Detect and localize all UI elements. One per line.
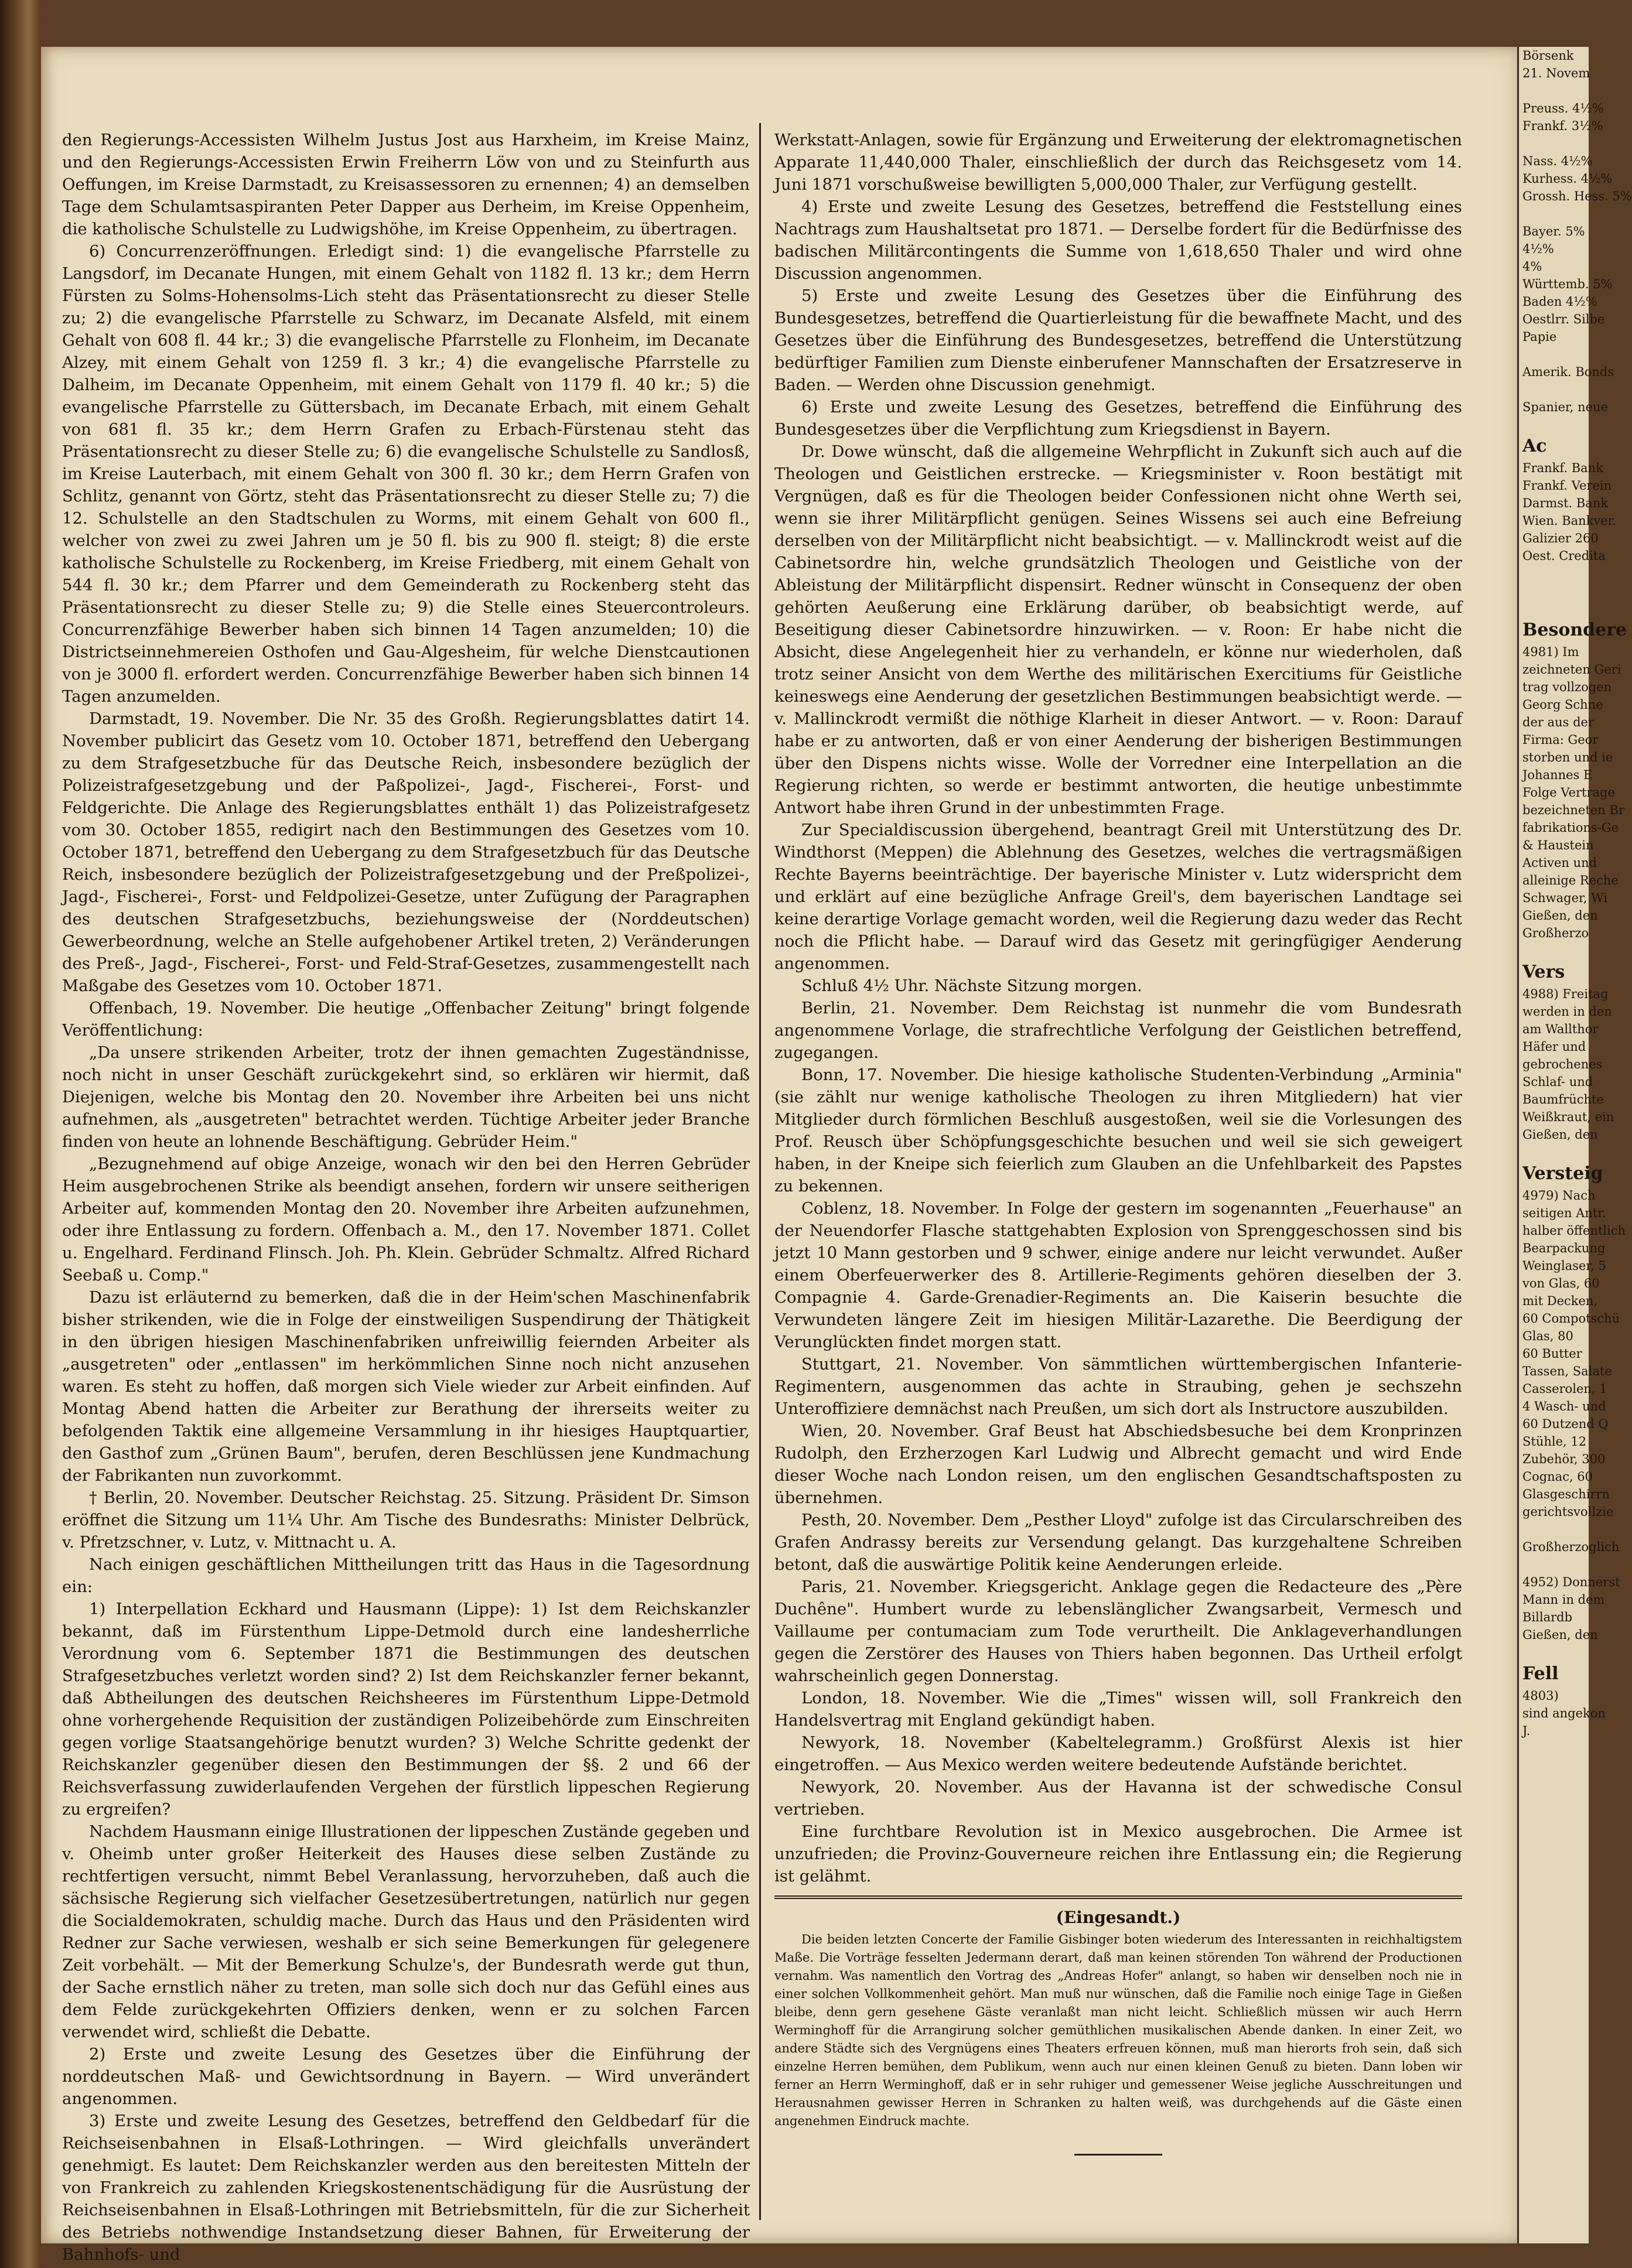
- adjacent-page-fragment: gerichtsvollzie: [1522, 1505, 1614, 1519]
- article-paragraph: Pesth, 20. November. Dem „Pesther Lloyd" zufolge ist das Circularschreiben des Grafen Andrassy bereits zur Versendung gelangt. Das kurzgehaltene Schreiben betont, daß die auswärtige Politik keine Aenderungen erleide.: [774, 1511, 1462, 1574]
- adjacent-page-fragment: Baumfrüchte: [1522, 1092, 1604, 1106]
- adjacent-page-fragment: [1519, 82, 1589, 100]
- adjacent-page-fragment: Frankf. 3½%: [1522, 119, 1603, 133]
- adjacent-page-fragment: Firma: Geor: [1522, 733, 1599, 747]
- article-paragraph: Eine furchtbare Revolution ist in Mexico ausgebrochen. Die Armee ist unzufrieden; die Provinz-Gouverneure reichen ihre Entlassung ein; die Regierung ist gelähmt.: [774, 1822, 1462, 1886]
- adjacent-page-fragment: Versteig: [1522, 1163, 1603, 1184]
- adjacent-page-fragment: trag vollzogen: [1522, 680, 1612, 694]
- adjacent-page-fragment: mit Decken,: [1522, 1294, 1598, 1308]
- adjacent-page-fragment: Grossh. Hess. 5%: [1522, 189, 1632, 203]
- adjacent-page-fragment: J.: [1522, 1724, 1531, 1738]
- adjacent-page-fragment: & Haustein: [1522, 838, 1594, 852]
- article-paragraph: Dazu ist erläuternd zu bemerken, daß die in der Heim'schen Maschinenfabrik bisher strikenden, wie die in Folge der einstweiligen Suspendirung der Thätigkeit in den übrigen hiesigen Maschinenfabriken unfreiwillig feiernden Arbeiter als „ausgetreten" oder „entlassen" im herkömmlichen Sinne noch nicht anzusehen waren. Es steht zu hoffen, daß morgen sich Viele wieder zur Arbeit einfinden. Auf Montag Abend hatten die Arbeiter zur Berathung der ihrerseits weiter zu befolgenden Taktik eine allgemeine Versammlung in ihr hiesiges Hauptquartier, den Gasthof zum „Grünen Baum", berufen, deren Beschlüssen jene Kundmachung der Fabrikanten nun zuvorkommt.: [62, 1288, 750, 1485]
- adjacent-page-fragment: Kurhess. 4½%: [1522, 172, 1613, 186]
- adjacent-page-fragment: werden in den: [1522, 1005, 1612, 1019]
- adjacent-page-fragment: [1519, 381, 1589, 398]
- adjacent-page-fragment: [1519, 346, 1589, 363]
- adjacent-page-fragment: Bayer. 5%: [1522, 224, 1585, 238]
- adjacent-page-fragment: halber öffentlich: [1522, 1224, 1626, 1238]
- adjacent-page-fragment: Weißkraut, ein: [1522, 1110, 1614, 1124]
- article-paragraph: Offenbach, 19. November. Die heutige „Offenbacher Zeitung" bringt folgende Veröffentlichung:: [62, 999, 750, 1040]
- eingesandt-section: [774, 1931, 1462, 2130]
- adjacent-page-fragment: Bearpackung: [1522, 1241, 1606, 1255]
- article-paragraph: London, 18. November. Wie die „Times" wissen will, soll Frankreich den Handelsvertrag mit England gekündigt haben.: [774, 1689, 1462, 1730]
- article-paragraph: Dr. Dowe wünscht, daß die allgemeine Wehrpflicht in Zukunft sich auch auf die Theologen und Geistlichen erstrecke. — Kriegsminister v. Roon bestätigt mit Vergnügen, daß es für die Theologen beider Confessionen nicht ohne Werth sei, wenn sie ihrer Militärpflicht genügen. Seines Wissens sei auch eine Befreiung derselben von der Militärpflicht nicht beabsichtigt. — v. Mallinckrodt weist auf die Cabinetsordre hin, welche grundsätzlich Theologen und Geistliche von der Ableistung der Militärpflicht dispensirt. Redner wünscht in Consequenz der oben gehörten Aeußerung eine Erklärung darüber, ob beabsichtigt werde, auf Beseitigung dieser Cabinetsordre hinzuwirken. — v. Roon: Er habe nicht die Absicht, diese Angelegenheit hier zu verhandeln, er könne nur wiederholen, daß trotz seiner Ansicht von dem Werthe des militärischen Exercitiums für Geistliche keineswegs eine Aenderung der gesetzlichen Bestimmungen beabsichtigt werde. — v. Mallinckrodt vermißt die nöthige Klarheit in dieser Antwort. — v. Roon: Darauf habe er zu antworten, daß er von einer Aenderung der bisherigen Bestimmungen über den Dispens nichts wisse. Wolle der Vorredner eine Interpellation an die Regierung richten, so werde er bestimmt antworten, die heutige unbestimmte Antwort habe ihren Grund in der unbestimmten Frage.: [774, 442, 1462, 817]
- adjacent-page-fragment: bezeichneten Br: [1522, 803, 1624, 817]
- adjacent-page-fragment: Folge Vertrage: [1522, 785, 1615, 800]
- adjacent-page-fragment: [1519, 565, 1589, 582]
- article-paragraph: 4) Erste und zweite Lesung des Gesetzes, betreffend die Feststellung eines Nachtrags zum Haushaltsetat pro 1871. — Derselbe fordert für die Bedürfnisse des badischen Militärcontingents die Summe von 1,618,650 Thaler und wird ohne Discussion angenommen.: [774, 197, 1462, 283]
- adjacent-page-fragment: Spanier, neue: [1522, 400, 1609, 414]
- adjacent-page-fragment: Nass. 4½%: [1522, 154, 1593, 168]
- article-paragraph: Coblenz, 18. November. In Folge der gestern im sogenannten „Feuerhause" an der Neuendorfer Flasche stattgehabten Explosion von Sprenggeschossen sind bis jetzt 10 Mann gestorben und 9 schwer, einige andere nur leicht verwundet. Außer einem Oberfeuerwerker des 8. Artillerie-Regiments gehören dieselben der 3. Compagnie 4. Garde-Grenadier-Regiments an. Die Kaiserin besuchte die Verwundeten längere Zeit im hiesigen Militär-Lazarethe. Die Beerdigung der Verunglückten findet morgen statt.: [774, 1199, 1462, 1351]
- adjacent-page-fragment: seitigen Antr.: [1522, 1206, 1606, 1220]
- adjacent-page-fragment: Großherzo: [1522, 926, 1589, 940]
- adjacent-page-fragment: Oestlrr. Silbe: [1522, 312, 1605, 326]
- adjacent-page-fragment: 4988) Freitag: [1522, 987, 1609, 1001]
- adjacent-page-fragment: gebrochenes: [1522, 1057, 1603, 1071]
- adjacent-page-fragment: Oest. Credita: [1522, 549, 1606, 563]
- adjacent-page-fragment: der aus der: [1522, 715, 1594, 729]
- article-paragraph: Darmstadt, 19. November. Die Nr. 35 des Großh. Regierungsblattes datirt 14. November publicirt das Gesetz vom 10. October 1871, betreffend den Uebergang zu dem Strafgesetzbuche für das Deutsche Reich, insbesondere bezüglich der Polizeistrafgesetzgebung und der Paßpolizei-, Jagd-, Fischerei-, Forst- und Feldgerichte. Die Anlage des Regierungsblattes enthält 1) das Polizeistrafgesetz vom 30. October 1855, redigirt nach den Bestimmungen des Gesetzes vom 10. October 1871, betreffend den Uebergang zu dem Strafgesetzbuch für das Deutsche Reich, insbesondere bezüglich der Polizeistrafgesetzgebung und der Preßpolizei-, Jagd-, Fischerei-, Forst- und Feldpolizei-Gesetze, unter Zufügung der Paragraphen des deutschen Strafgesetzbuchs, beziehungsweise der (Norddeutschen) Gewerbeordnung, welche an Stelle aufgehobener Artikel treten, 2) Veränderungen des Preß-, Jagd-, Fischerei-, Forst- und Feld-Straf-Gesetzes, zusammengestellt nach Maßgabe des Gesetzes vom 10. October 1871.: [62, 709, 750, 995]
- right-column: [774, 129, 1462, 2156]
- adjacent-page-fragment: alleinige Reche: [1522, 873, 1619, 887]
- adjacent-page-fragment: 4 Wasch- und: [1522, 1399, 1606, 1413]
- adjacent-page-fragment: Glas, 80: [1522, 1329, 1573, 1343]
- adjacent-page-fragment: Baden 4½%: [1522, 295, 1597, 309]
- article-paragraph: † Berlin, 20. November. Deutscher Reichstag. 25. Sitzung. Präsident Dr. Simson eröffnet die Sitzung um 11¼ Uhr. Am Tische des Bundesraths: Minister Delbrück, v. Pfretzschner, v. Lutz, v. Mittnacht u. A.: [62, 1488, 750, 1552]
- article-paragraph: den Regierungs-Accessisten Wilhelm Justus Jost aus Harxheim, im Kreise Mainz, und den Regierungs-Accessisten Erwin Freiherrn Löw von und zu Steinfurth aus Oeffungen, im Kreise Darmstadt, zu Kreisassessoren zu ernennen; 4) an demselben Tage dem Schulamtsaspiranten Peter Dapper aus Derheim, im Kreise Oppenheim, die katholische Schulstelle zu Ludwigshöhe, im Kreise Oppenheim, zu übertragen.: [62, 131, 750, 238]
- adjacent-page-fragment: Vers: [1522, 962, 1565, 982]
- adjacent-page-fragment: [1519, 600, 1589, 617]
- end-rule: [1074, 2154, 1162, 2156]
- adjacent-page-fragment: storben und ie: [1522, 750, 1613, 764]
- adjacent-page-fragment: 60 Compotschü: [1522, 1311, 1620, 1326]
- adjacent-page-fragment: 4½%: [1522, 242, 1554, 256]
- article-paragraph: 2) Erste und zweite Lesung des Gesetzes über die Einführung der norddeutschen Maß- und Gewichtsordnung in Bayern. — Wird unverändert angenommen.: [62, 2045, 750, 2108]
- adjacent-page-fragment: [1519, 1644, 1589, 1661]
- adjacent-page-fragment: Börsenk: [1522, 49, 1574, 63]
- adjacent-page-fragment: Mann in dem: [1522, 1593, 1605, 1607]
- adjacent-page-fragment: [1519, 135, 1589, 152]
- article-paragraph: Nach einigen geschäftlichen Mittheilungen tritt das Haus in die Tagesordnung ein:: [62, 1555, 750, 1596]
- eingesandt-heading: (Eingesandt.): [1056, 1908, 1181, 1927]
- article-paragraph: Zur Specialdiscussion übergehend, beantragt Greil mit Unterstützung des Dr. Windthorst (Meppen) die Ablehnung des Gesetzes, welches die vertragsmäßigen Rechte Bayerns beeinträchtige. Der bayerische Minister v. Lutz widerspricht dem und erklärt auf eine bezügliche Anfrage Greil's, dem bayerischen Landtage sei keine derartige Vorlage gemacht worden, weil die Regierung dazu weder das Recht noch die Pflicht habe. — Darauf wird das Gesetz mit geringfügiger Aenderung angenommen.: [774, 821, 1462, 973]
- left-column: [62, 129, 750, 2266]
- adjacent-page-fragment: Zubehör, 300: [1522, 1452, 1606, 1466]
- adjacent-page-fragment: Stühle, 12: [1522, 1434, 1587, 1449]
- adjacent-page-fragment: 4979) Nach: [1522, 1188, 1596, 1203]
- adjacent-page-fragment: Georg Schne: [1522, 698, 1603, 712]
- adjacent-page-fragment: [1519, 205, 1589, 223]
- adjacent-page-fragment: am Wallthor: [1522, 1022, 1599, 1036]
- adjacent-page-fragment: 4981) Im: [1522, 645, 1579, 659]
- adjacent-page-fragment: Besondere: [1522, 620, 1627, 640]
- adjacent-page-fragment: Württemb. 5%: [1522, 277, 1613, 291]
- adjacent-page-fragment: 4%: [1522, 259, 1542, 274]
- adjacent-page-fragment: Johannes E: [1522, 768, 1593, 782]
- adjacent-page-fragment: fabrikations-Ge: [1522, 821, 1619, 835]
- adjacent-page-fragment: von Glas, 60: [1522, 1276, 1600, 1290]
- adjacent-page-fragment: Fell: [1522, 1664, 1559, 1684]
- adjacent-page-fragment: Weinglaser, 5: [1522, 1259, 1606, 1273]
- article-paragraph: Bonn, 17. November. Die hiesige katholische Studenten-Verbindung „Arminia" (sie zählt nur wenige katholische Theologen zu ihren Mitgliedern) hat vier Mitglieder durch förmlichen Beschluß ausgestoßen, weil sie die Vorlesungen des Prof. Reusch über Schöpfungsgeschichte besuchen und weil sie sich geweigert haben, in der Kneipe sich feierlich zum Glauben an die Unfehlbarkeit des Papstes zu bekennen.: [774, 1065, 1462, 1196]
- adjacent-page-fragment: Tassen, Salate: [1522, 1364, 1612, 1378]
- article-paragraph: Wien, 20. November. Graf Beust hat Abschiedsbesuche bei dem Kronprinzen Rudolph, den Erzherzogen Karl Ludwig und Albrecht gemacht und wird Ende dieser Woche nach London reisen, um den englischen Gesandtschaftsposten zu übernehmen.: [774, 1422, 1462, 1507]
- column-divider: [759, 123, 761, 2220]
- adjacent-page-fragment: Activen und: [1522, 856, 1597, 870]
- adjacent-page-fragment: Schwager, Wi: [1522, 891, 1608, 905]
- article-paragraph: „Bezugnehmend auf obige Anzeige, wonach wir den bei den Herren Gebrüder Heim ausgebrochenen Strike als beendigt ansehen, fordern wir unsere seitherigen Arbeiter auf, kommenden Montag den 20. November ihre Arbeiten aufzunehmen, oder ihre Entlassung zu fordern. Offenbach a. M., den 17. November 1871. Collet u. Engelhard. Ferdinand Flinsch. Joh. Ph. Klein. Gebrüder Schmaltz. Alfred Richard Seebaß u. Comp.": [62, 1155, 750, 1285]
- article-paragraph: Paris, 21. November. Kriegsgericht. Anklage gegen die Redacteure des „Père Duchêne". Humbert wurde zu lebenslänglicher Zwangsarbeit, Vermesch und Vaillaume per contumaciam zum Tode verurtheilt. Die Anklageverhandlungen gegen die Zerstörer des Hauses von Thiers haben begonnen. Das Urtheil erfolgt wahrscheinlich gegen Donnerstag.: [774, 1577, 1462, 1685]
- adjacent-page-fragment: Amerik. Bonds: [1522, 365, 1614, 379]
- adjacent-page-fragment: Darmst. Bank: [1522, 496, 1609, 510]
- adjacent-page-fragment: Frankf. Verein: [1522, 479, 1612, 493]
- article-paragraph: Newyork, 20. November. Aus der Havanna ist der schwedische Consul vertrieben.: [774, 1778, 1462, 1819]
- article-paragraph: 6) Erste und zweite Lesung des Gesetzes, betreffend die Einführung des Bundesgesetzes über die Verpflichtung zum Kriegsdienst in Bayern.: [774, 398, 1462, 439]
- article-paragraph: 3) Erste und zweite Lesung des Gesetzes, betreffend den Geldbedarf für die Reichseisenbahnen in Elsaß-Lothringen. — Wird gleichfalls unverändert genehmigt. Es lautet: Dem Reichskanzler werden aus den bereitesten Mitteln der von Frankreich zu zahlenden Kriegskostenentschädigung für die Ausrüstung der Reichseisenbahnen in Elsaß-Lothringen mit Betriebsmitteln, für die zur Sicherheit des Betriebs nothwendige Instandsetzung dieser Bahnen, für Erweiterung der Bahnhofs- und: [62, 2112, 750, 2264]
- adjacent-page-fragment: 4952) Donnerst: [1522, 1575, 1620, 1589]
- adjacent-page-fragment: Preuss. 4½%: [1522, 101, 1604, 115]
- adjacent-page-fragment: Galizier 260: [1522, 531, 1599, 545]
- adjacent-page-fragment: Gießen, den: [1522, 1128, 1598, 1142]
- adjacent-page-fragment: [1519, 1556, 1589, 1573]
- adjacent-page-fragment: Billardb: [1522, 1610, 1573, 1624]
- adjacent-page-fragment: Gießen, den: [1522, 908, 1598, 923]
- adjacent-page-fragment: [1519, 416, 1589, 433]
- section-divider: [774, 1895, 1462, 1899]
- adjacent-page-edge: [1517, 47, 1632, 2243]
- adjacent-page-fragment: Häfer und: [1522, 1040, 1586, 1054]
- adjacent-page-fragment: zeichneten Geri: [1522, 662, 1621, 677]
- adjacent-page-fragment: Casserolen, 1: [1522, 1382, 1607, 1396]
- adjacent-page-fragment: [1519, 1521, 1589, 1538]
- adjacent-page-fragment: Cognac, 60: [1522, 1470, 1593, 1484]
- article-paragraph: 5) Erste und zweite Lesung des Gesetzes über die Einführung des Bundesgesetzes, betreffend die Quartierleistung für die bewaffnete Macht, und des Gesetzes über die Einführung des Bundesgesetzes, betreffend die Unterstützung bedürftiger Familien zum Dienste einberufener Mannschaften der Ersatzreserve in Baden. — Werden ohne Discussion genehmigt.: [774, 286, 1462, 394]
- article-paragraph: Schluß 4½ Uhr. Nächste Sitzung morgen.: [801, 976, 1142, 995]
- article-paragraph: Newyork, 18. November (Kabeltelegramm.) Großfürst Alexis ist hier eingetroffen. — Aus Mexico werden weitere bedeutende Aufstände berichtet.: [774, 1733, 1462, 1774]
- adjacent-page-fragment: Schlaf- und: [1522, 1075, 1593, 1089]
- adjacent-page-fragment: 60 Butter: [1522, 1347, 1582, 1361]
- adjacent-page-fragment: Großherzoglich: [1522, 1540, 1620, 1554]
- adjacent-page-fragment: Gießen, den: [1522, 1628, 1598, 1642]
- article-paragraph: 1) Interpellation Eckhard und Hausmann (Lippe): 1) Ist dem Reichskanzler bekannt, daß im Fürstenthum Lippe-Detmold durch eine landesherrliche Verordnung vom 6. September 1871 die Bestimmungen des deutschen Strafgesetzbuches verletzt worden sind? 2) Ist dem Reichskanzler ferner bekannt, daß Abtheilungen des deutschen Reichsheeres im Fürstenthum Lippe-Detmold ohne vorhergehende Requisition der zuständigen Polizeibehörde zum Einschreiten gegen vorlige Staatsangehörige benutzt wurden? 3) Welche Schritte gedenkt der Reichskanzler gegenüber diesen den Bestimmungen der §§. 2 und 66 der Reichsverfassung zuwiderlaufenden Vergehen der fürstlich lippeschen Regierung zu ergreifen?: [62, 1600, 750, 1819]
- adjacent-page-fragment: 21. Novem: [1522, 66, 1590, 80]
- newspaper-page: [41, 47, 1517, 2264]
- adjacent-page-fragment: [1519, 582, 1589, 600]
- eingesandt-text: Die beiden letzten Concerte der Familie Gisbinger boten wiederum des Interessanten in reichhaltigstem Maße. Die Vorträge fesselten Jedermann derart, daß man keinen störenden Ton während der Productionen vernahm. Was namentlich den Vortrag des „Andreas Hofer" anlangt, so haben wir denselben noch nie in einer solchen Vollkommenheit gehört. Man muß nur wünschen, daß die Familie noch einige Tage in Gießen bleibe, denn gern gesehene Gäste veranlaßt man nicht leicht. Schließlich müssen wir auch Herrn Werminghoff für die Arrangirung solcher gemüthlichen musikalischen Abende danken. In einer Zeit, wo andere Städte sich des Vergnügens eines Theaters erfreuen können, muß man hierorts froh sein, daß sich einzelne Herren bemühen, dem Publikum, wenn auch nur einen kleinen Genuß zu bieten. Dann loben wir ferner an Herrn Werminghoff, daß er in sehr ruhiger und gemessener Weise jegliche Ausschreitungen und Herausnahmen gewisser Herren in Schranken zu halten weiß, was durchgehends auf die Gäste einen angenehmen Eindruck machte.: [774, 1932, 1462, 2128]
- article-paragraph: 6) Concurrenzeröffnungen. Erledigt sind: 1) die evangelische Pfarrstelle zu Langsdorf, im Decanate Hungen, mit einem Gehalt von 1182 fl. 13 kr.; dem Herrn Fürsten zu Solms-Hohensolms-Lich steht das Präsentationsrecht zu dieser Stelle zu; 2) die evangelische Pfarrstelle zu Schwarz, im Decanate Alsfeld, mit einem Gehalt von 608 fl. 44 kr.; 3) die evangelische Pfarrstelle zu Flonheim, im Decanate Alzey, mit einem Gehalt von 1259 fl. 3 kr.; 4) die evangelische Pfarrstelle zu Dalheim, im Decanate Oppenheim, mit einem Gehalt von 1179 fl. 40 kr.; 5) die evangelische Pfarrstelle zu Güttersbach, im Decanate Erbach, mit einem Gehalt von 681 fl. 35 kr.; dem Herrn Grafen zu Erbach-Fürstenau steht das Präsentationsrecht zu dieser Stelle zu; 6) die evangelische Schulstelle zu Sandlosß, im Kreise Lauterbach, mit einem Gehalt von 300 fl. 30 kr.; dem Herrn Grafen von Schlitz, genannt von Görtz, steht das Präsentationsrecht zu dieser Stelle zu; 7) die 12. Schulstelle an den Stadtschulen zu Worms, mit einem Gehalt von 600 fl., welcher von zwei zu zwei Jahren um je 50 fl. bis zu 900 fl. steigt; 8) die erste katholische Schulstelle zu Rockenberg, im Kreise Friedberg, mit einem Gehalt von 544 fl. 30 kr.; dem Pfarrer und dem Gemeinderath zu Rockenberg steht das Präsentationsrecht zu dieser Stelle zu; 9) die Stelle eines Steuercontroleurs. Concurrenzfähige Bewerber haben sich binnen 14 Tagen anzumelden; 10) die Districtseinnehmereien Osthofen und Gau-Algesheim, für welche Dienstcautionen von je 3000 fl. erfordert werden. Concurrenzfähige Bewerber haben sich binnen 14 Tagen anzumelden.: [62, 242, 750, 706]
- adjacent-page-fragment: Frankf. Bank: [1522, 461, 1603, 475]
- adjacent-page-fragment: 4803): [1522, 1689, 1559, 1703]
- article-paragraph: Berlin, 21. November. Dem Reichstag ist nunmehr die vom Bundesrath angenommene Vorlage, die strafrechtliche Verfolgung der Geistlichen betreffend, zugegangen.: [774, 999, 1462, 1062]
- adjacent-page-fragment: Glasgeschirrn: [1522, 1487, 1610, 1501]
- adjacent-page-fragment: Papie: [1522, 330, 1557, 344]
- article-paragraph: Nachdem Hausmann einige Illustrationen der lippeschen Zustände gegeben und v. Oheimb unter großer Heiterkeit des Hauses diese selben Zustände zu rechtfertigen versucht, nimmt Bebel Veranlassung, hervorzuheben, daß auch die sächsische Regierung sich vielfacher Gesetzesübertretungen, natürlich nur gegen die Socialdemokraten, schuldig mache. Durch das Haus und den Präsidenten wird Redner zur Sache verwiesen, weshalb er sich seine Bemerkungen für gelegenere Zeit vorbehält. — Mit der Bemerkung Schulze's, der Bundesrath werde gut thun, der Sache ernstlich näher zu treten, man solle sich doch nur das Gefühl eines aus dem Felde zurückgekehrten Offiziers denken, wenn er zu solchen Farcen verwendet wird, schließt die Debatte.: [62, 1822, 750, 2041]
- adjacent-page-fragment: Wien. Bankver.: [1522, 514, 1617, 528]
- adjacent-page-fragment: [1519, 942, 1589, 959]
- adjacent-page-fragment: 60 Dutzend Q: [1522, 1417, 1609, 1431]
- adjacent-page-fragment: [1519, 1143, 1589, 1161]
- article-paragraph: Werkstatt-Anlagen, sowie für Ergänzung und Erweiterung der elektromagnetischen Apparate 11,440,000 Thaler, einschließlich der durch das Reichsgesetz vom 14. Juni 1871 vorschußweise bewilligten 5,000,000 Thaler, zur Verfügung gestellt.: [774, 131, 1462, 194]
- article-paragraph: „Da unsere strikenden Arbeiter, trotz der ihnen gemachten Zugeständnisse, noch nicht in unser Geschäft zurückgekehrt sind, so erklären wir hiermit, daß Diejenigen, welche bis Montag den 20. November ihre Arbeiten bei uns nicht aufnehmen, als „ausgetreten" betrachtet werden. Tüchtige Arbeiter jeder Branche finden von heute an lohnende Beschäftigung. Gebrüder Heim.": [62, 1043, 750, 1151]
- adjacent-page-fragment: sind angekon: [1522, 1706, 1606, 1720]
- article-paragraph: Stuttgart, 21. November. Von sämmtlichen württembergischen Infanterie-Regimentern, ausgenommen das achte in Straubing, gehen je sechszehn Unteroffiziere demnächst nach Preußen, um sich dort als Instructore auszubilden.: [774, 1355, 1462, 1418]
- adjacent-page-fragment: Ac: [1522, 436, 1547, 456]
- book-binding: [0, 0, 41, 2268]
